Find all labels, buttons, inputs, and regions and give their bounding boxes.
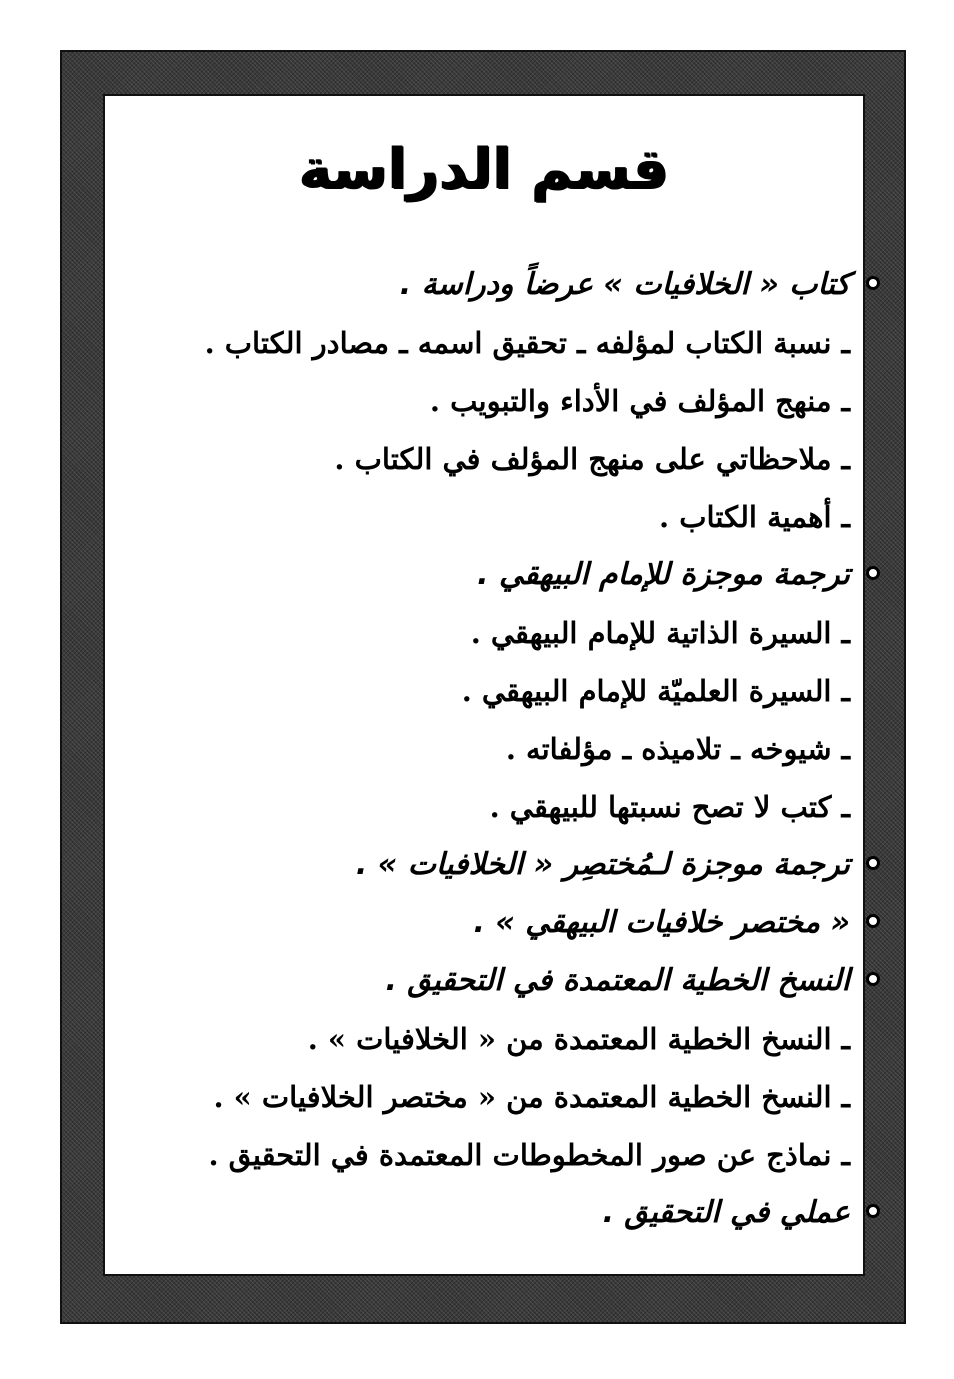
dash-marker: ـ (841, 500, 850, 534)
sub-item (110, 314, 850, 372)
section-heading-text: ترجمة موجزة للإمام البيهقي . (477, 557, 850, 592)
section-heading (110, 546, 850, 604)
sub-item (110, 1068, 850, 1126)
sub-item (110, 430, 850, 488)
sub-item-text: السيرة الذاتية للإمام البيهقي . (470, 616, 832, 650)
sub-item-text: منهج المؤلف في الأداء والتبويب . (429, 384, 832, 418)
sub-item-text: نسبة الكتاب لمؤلفه ـ تحقيق اسمه ـ مصادر الكتاب . (204, 326, 832, 360)
dash-marker: ـ (841, 674, 850, 708)
section-heading (110, 836, 850, 894)
sub-item-text: أهمية الكتاب . (659, 500, 832, 534)
section-heading-text: ترجمة موجزة لـمُختصِر « الخلافيات » . (355, 847, 850, 882)
dash-marker: ـ (841, 1022, 850, 1056)
circle-bullet-icon (866, 914, 880, 928)
sub-item-text: النسخ الخطية المعتمدة من « مختصر الخلافيات » . (213, 1080, 832, 1114)
dash-marker: ـ (841, 442, 850, 476)
section-heading-text: « مختصر خلافيات البيهقي » . (473, 905, 850, 940)
dash-marker: ـ (841, 384, 850, 418)
sub-item (110, 488, 850, 546)
dash-marker: ـ (841, 1138, 850, 1172)
table-of-contents (110, 256, 850, 1242)
sub-item-text: شيوخه ـ تلاميذه ـ مؤلفاته . (505, 732, 832, 766)
sub-item-text: النسخ الخطية المعتمدة من « الخلافيات » . (307, 1022, 832, 1056)
circle-bullet-icon (866, 566, 880, 580)
section-heading-text: النسخ الخطية المعتمدة في التحقيق . (385, 963, 850, 998)
sub-item (110, 1010, 850, 1068)
section-heading (110, 256, 850, 314)
dash-marker: ـ (841, 790, 850, 824)
circle-bullet-icon (866, 856, 880, 870)
sub-item (110, 778, 850, 836)
section-heading (110, 894, 850, 952)
sub-item (110, 720, 850, 778)
sub-item (110, 604, 850, 662)
sub-item (110, 1126, 850, 1184)
section-heading-text: كتاب « الخلافيات » عرضاً ودراسة . (399, 267, 850, 302)
sub-item (110, 662, 850, 720)
sub-item-text: السيرة العلميّة للإمام البيهقي . (461, 674, 832, 708)
dash-marker: ـ (841, 1080, 850, 1114)
dash-marker: ـ (841, 616, 850, 650)
section-heading (110, 952, 850, 1010)
page-title: قسم الدراسة (298, 137, 670, 202)
sub-item-text: كتب لا تصح نسبتها للبيهقي . (489, 790, 832, 824)
sub-item-text: ملاحظاتي على منهج المؤلف في الكتاب . (334, 442, 832, 476)
dash-marker: ـ (841, 732, 850, 766)
section-heading-text: عملي في التحقيق . (602, 1195, 850, 1230)
section-heading (110, 1184, 850, 1242)
circle-bullet-icon (866, 972, 880, 986)
dash-marker: ـ (841, 326, 850, 360)
sub-item (110, 372, 850, 430)
sub-item-text: نماذج عن صور المخطوطات المعتمدة في التحقيق . (208, 1138, 832, 1172)
circle-bullet-icon (866, 276, 880, 290)
circle-bullet-icon (866, 1204, 880, 1218)
